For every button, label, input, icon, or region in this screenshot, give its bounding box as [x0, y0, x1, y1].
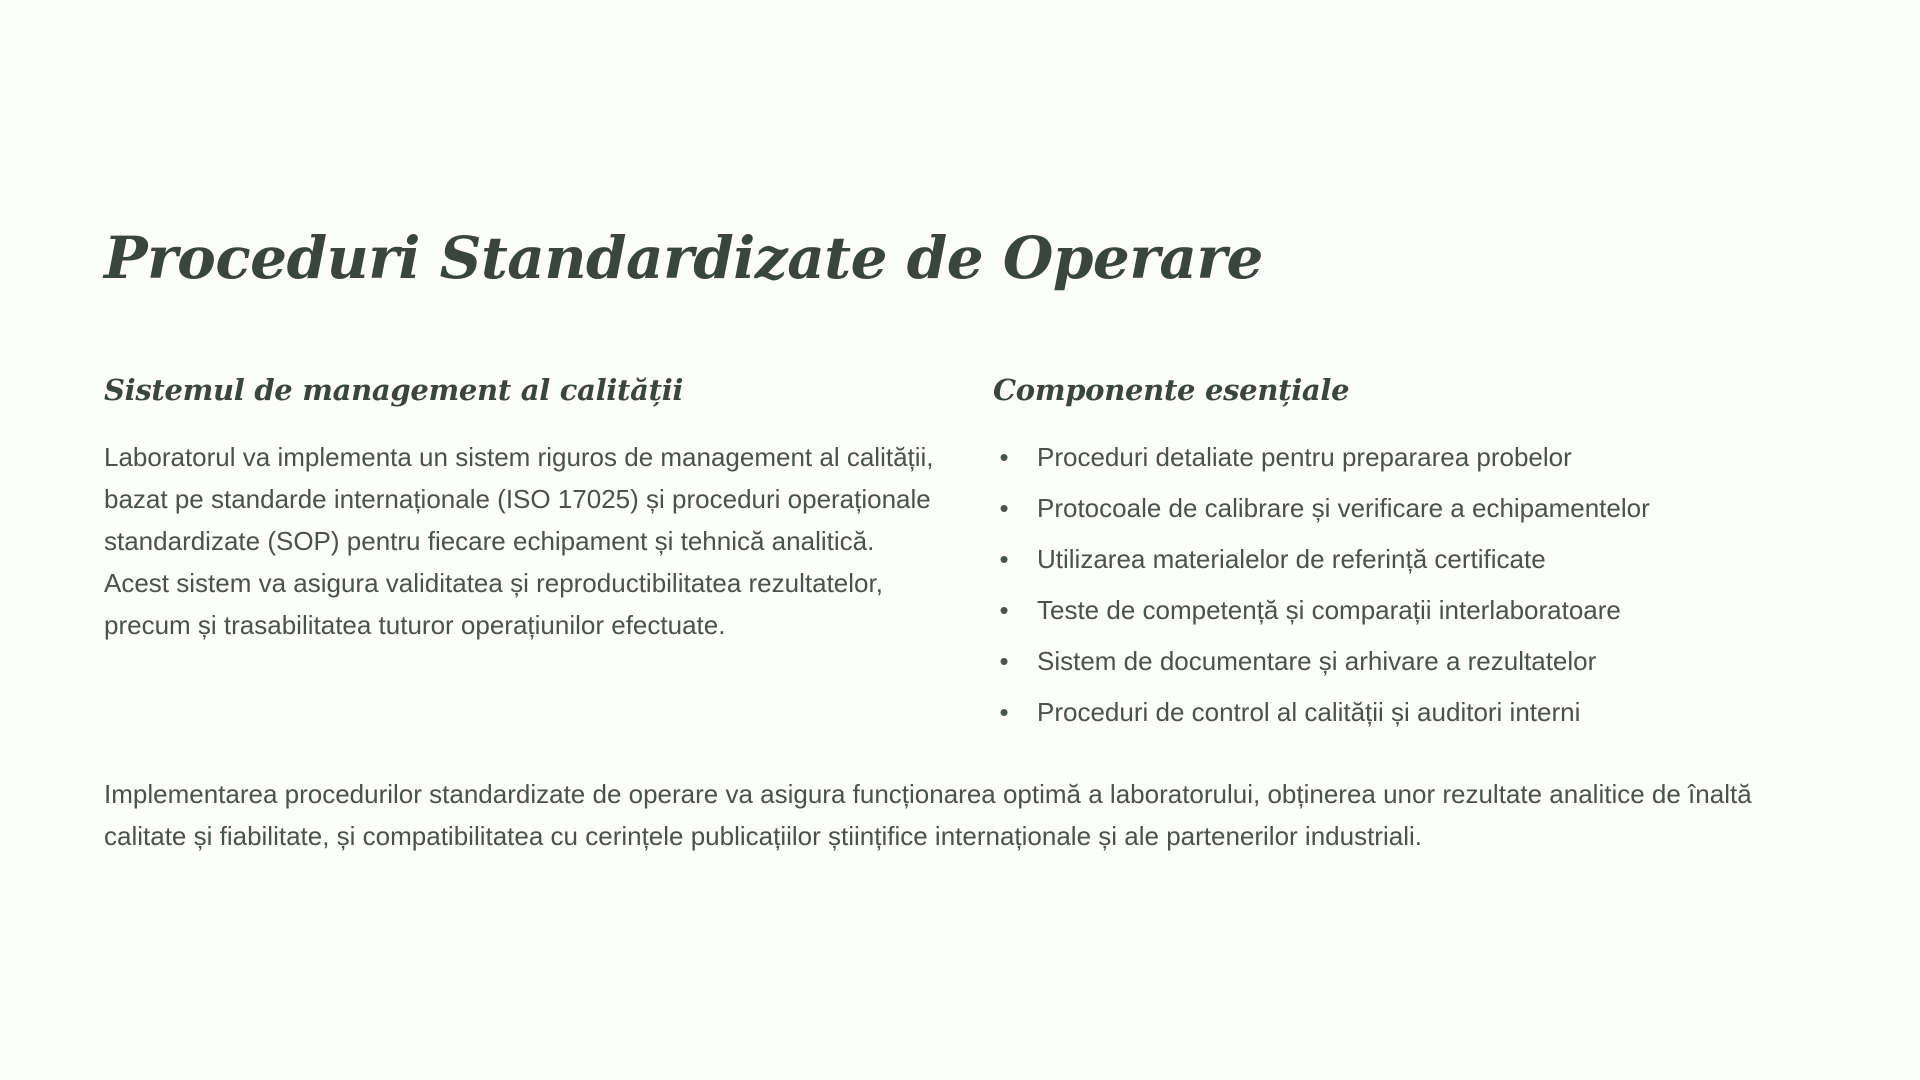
bullet-icon: • — [999, 697, 1009, 727]
slide — [104, 0, 1816, 1080]
conclusion-text: Implementarea procedurilor standardizate de operare va asigura funcționarea optimă a laboratorului, obținerea unor rezultate analitice de înaltă calitate și fiabilitate, și compatibilitatea cu cerințele publicațiilor științifice internaționale și ale partenerilor industriali. — [104, 779, 1752, 851]
list-item — [993, 691, 1816, 733]
list-item — [993, 538, 1816, 580]
bullet-icon: • — [999, 442, 1009, 472]
essential-components-heading: Componente esențiale — [993, 373, 1350, 407]
slide-title: Proceduri Standardizate de Operare — [104, 224, 1263, 292]
list-item — [993, 487, 1816, 529]
bullet-icon: • — [999, 646, 1009, 676]
list-item-text: Proceduri de control al calității și auditori interni — [1037, 697, 1581, 727]
essential-components-list — [993, 436, 1816, 733]
essential-components-section — [993, 368, 1816, 742]
list-item-text: Protocoale de calibrare și verificare a echipamentelor — [1037, 493, 1650, 523]
list-item-text: Proceduri detaliate pentru prepararea probelor — [1037, 442, 1572, 472]
quality-management-text: Laboratorul va implementa un sistem riguros de management al calității, bazat pe standarde internaționale (ISO 17025) și proceduri operaționale standardizate (SOP) pentru fiecare echipament și tehnică analitică. Acest sistem va asigura validitatea și reproductibilitatea rezultatelor, precum și trasabilitatea tuturor operațiunilor efectuate. — [104, 442, 934, 640]
list-item — [993, 589, 1816, 631]
quality-management-section — [104, 368, 944, 646]
bullet-icon: • — [999, 544, 1009, 574]
list-item-text: Teste de competență și comparații interlaboratoare — [1037, 595, 1621, 625]
bullet-icon: • — [999, 595, 1009, 625]
list-item — [993, 640, 1816, 682]
list-item-text: Sistem de documentare și arhivare a rezultatelor — [1037, 646, 1597, 676]
list-item-text: Utilizarea materialelor de referință certificate — [1037, 544, 1546, 574]
list-item — [993, 436, 1816, 478]
quality-management-heading: Sistemul de management al calității — [104, 373, 684, 407]
bullet-icon: • — [999, 493, 1009, 523]
